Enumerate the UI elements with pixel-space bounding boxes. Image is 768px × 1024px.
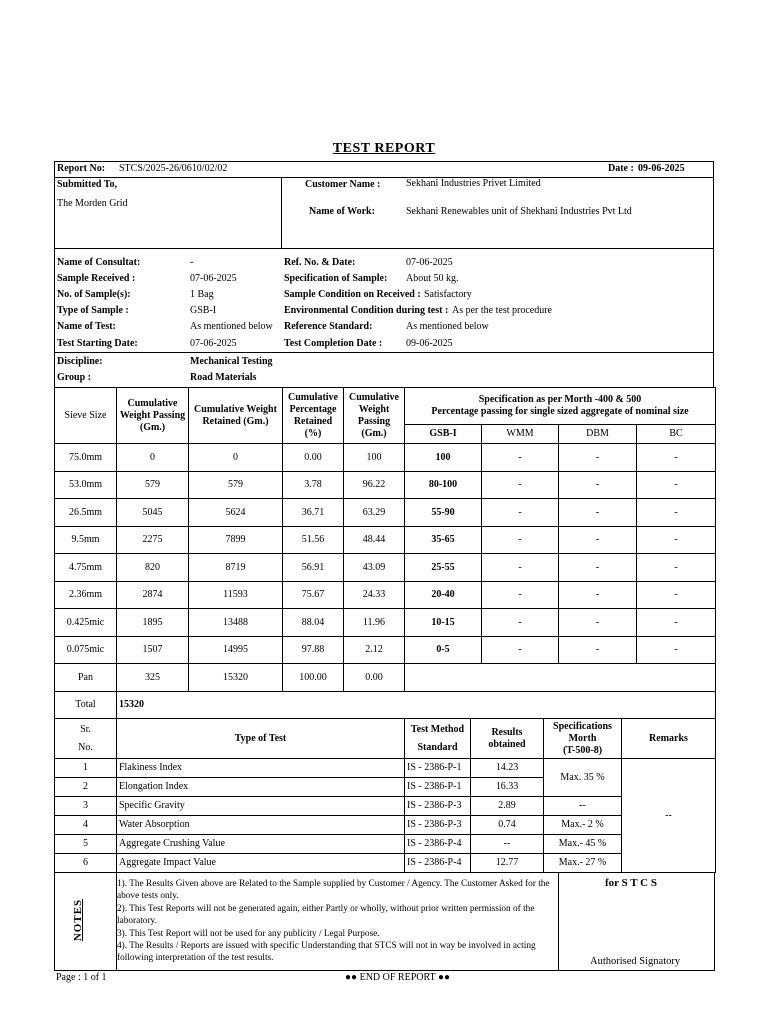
dbm: - bbox=[559, 637, 637, 664]
table-row bbox=[55, 816, 716, 835]
cwr: 11593 bbox=[189, 582, 283, 609]
table-row bbox=[55, 835, 716, 854]
test-type: Aggregate Impact Value bbox=[117, 854, 405, 873]
ref-std-label: Reference Standard: bbox=[284, 321, 373, 332]
no-samples-label: No. of Sample(s): bbox=[57, 289, 131, 300]
sr: 5 bbox=[55, 835, 117, 854]
passing: 96.22 bbox=[344, 472, 405, 499]
bc: - bbox=[637, 444, 716, 472]
spec-morth-line3: (T-500-8) bbox=[562, 744, 603, 756]
table-row bbox=[55, 527, 716, 554]
info-box bbox=[54, 248, 714, 388]
cpr: 0.00 bbox=[283, 444, 344, 472]
report-no: STCS/2025-26/0610/02/02 bbox=[119, 163, 228, 174]
sr: 4 bbox=[55, 816, 117, 835]
wmm: - bbox=[482, 554, 559, 582]
table-row-total bbox=[55, 692, 716, 719]
cw-passing-header: Cumulative Weight Passing (Gm.) bbox=[344, 388, 405, 444]
test-result: 12.77 bbox=[471, 854, 544, 873]
sr: 6 bbox=[55, 854, 117, 873]
spec-sample-label: Specification of Sample: bbox=[284, 273, 388, 284]
method-header bbox=[405, 719, 471, 759]
sr-header-line2: No. bbox=[78, 741, 93, 753]
table-row bbox=[55, 609, 716, 637]
sr: 1 bbox=[55, 759, 117, 778]
test-result: -- bbox=[471, 835, 544, 854]
bc-header: BC bbox=[637, 425, 716, 444]
page-number: Page : 1 of 1 bbox=[56, 972, 107, 983]
remarks-header: Remarks bbox=[622, 719, 716, 759]
name-test-label: Name of Test: bbox=[57, 321, 116, 332]
ref-label: Ref. No. & Date: bbox=[284, 257, 356, 268]
passing: 0.00 bbox=[344, 664, 405, 692]
customer-name-label: Customer Name : bbox=[305, 179, 381, 190]
spec-flakiness-elongation: Max. 35 % bbox=[544, 759, 622, 797]
passing: 24.33 bbox=[344, 582, 405, 609]
cwr: 5624 bbox=[189, 499, 283, 527]
wmm: - bbox=[482, 637, 559, 664]
bc: - bbox=[637, 472, 716, 499]
for-stcs: for S T C S bbox=[605, 877, 657, 889]
cwp: 1507 bbox=[117, 637, 189, 664]
cpr: 3.78 bbox=[283, 472, 344, 499]
type-header: Type of Test bbox=[117, 719, 405, 759]
no-samples: 1 Bag bbox=[190, 289, 214, 300]
name-of-work-label: Name of Work: bbox=[309, 206, 375, 217]
notes-label: NOTES bbox=[72, 898, 84, 942]
table-row bbox=[55, 444, 716, 472]
sieve-size: 75.0mm bbox=[55, 444, 117, 472]
spec-header bbox=[405, 388, 716, 425]
cpr: 75.67 bbox=[283, 582, 344, 609]
gsb: 25-55 bbox=[405, 554, 482, 582]
consultant: - bbox=[190, 257, 194, 268]
wmm: - bbox=[482, 582, 559, 609]
spec-morth-line1: Specifications bbox=[553, 720, 612, 732]
sieve-size: 53.0mm bbox=[55, 472, 117, 499]
env: As per the test procedure bbox=[452, 305, 552, 316]
spec-value: Max.- 2 % bbox=[544, 816, 622, 835]
start-date-label: Test Starting Date: bbox=[57, 338, 138, 349]
test-result: 2.89 bbox=[471, 797, 544, 816]
sieve-size-header: Sieve Size bbox=[55, 388, 117, 444]
note-item: 4). The Results / Reports are issued with specific Understanding that STCS will not in way be involved in acting following interpretation of the test results. bbox=[117, 941, 536, 964]
ref-value: 07-06-2025 bbox=[406, 257, 453, 268]
completion: 09-06-2025 bbox=[406, 338, 453, 349]
cwr: 0 bbox=[189, 444, 283, 472]
passing: 11.96 bbox=[344, 609, 405, 637]
sieve-size: 4.75mm bbox=[55, 554, 117, 582]
dbm: - bbox=[559, 609, 637, 637]
sieve-size: 2.36mm bbox=[55, 582, 117, 609]
spec-header-line2: Percentage passing for single sized aggregate of nominal size bbox=[431, 406, 689, 417]
test-type: Elongation Index bbox=[117, 778, 405, 797]
cwr: 14995 bbox=[189, 637, 283, 664]
tests-table bbox=[54, 718, 716, 873]
sieve-size: 0.075mic bbox=[55, 637, 117, 664]
table-row bbox=[55, 854, 716, 873]
dbm: - bbox=[559, 444, 637, 472]
table-row bbox=[55, 759, 716, 778]
test-method: IS - 2386-P-1 bbox=[405, 759, 471, 778]
table-row bbox=[55, 797, 716, 816]
sieve-table bbox=[54, 387, 716, 719]
cpr-header: Cumulative Percentage Retained (%) bbox=[283, 388, 344, 444]
table-row bbox=[55, 554, 716, 582]
name-test: As mentioned below bbox=[190, 321, 273, 332]
test-type: Flakiness Index bbox=[117, 759, 405, 778]
cwp: 2874 bbox=[117, 582, 189, 609]
gsb: 35-65 bbox=[405, 527, 482, 554]
spec-header-line1: Specification as per Morth -400 & 500 bbox=[478, 394, 642, 405]
table-row bbox=[55, 499, 716, 527]
test-type: Water Absorption bbox=[117, 816, 405, 835]
cwr: 15320 bbox=[189, 664, 283, 692]
sieve-size: 26.5mm bbox=[55, 499, 117, 527]
test-result: 0.74 bbox=[471, 816, 544, 835]
type-sample-label: Type of Sample : bbox=[57, 305, 129, 316]
cpr: 88.04 bbox=[283, 609, 344, 637]
spec-value: -- bbox=[544, 797, 622, 816]
wmm: - bbox=[482, 609, 559, 637]
sieve-size: Pan bbox=[55, 664, 117, 692]
env-label: Environmental Condition during test : bbox=[284, 305, 449, 316]
spec-value: Max.- 45 % bbox=[544, 835, 622, 854]
passing: 43.09 bbox=[344, 554, 405, 582]
sample-received: 07-06-2025 bbox=[190, 273, 237, 284]
cwp: 0 bbox=[117, 444, 189, 472]
spec-morth-header bbox=[544, 719, 622, 759]
spec-sample: About 50 kg. bbox=[406, 273, 459, 284]
sr-header-line1: Sr. bbox=[80, 723, 91, 735]
wmm-header: WMM bbox=[482, 425, 559, 444]
wmm: - bbox=[482, 444, 559, 472]
sr-header bbox=[55, 719, 117, 759]
passing: 2.12 bbox=[344, 637, 405, 664]
cpr: 36.71 bbox=[283, 499, 344, 527]
note-item: 2). This Test Reports will not be generated again, either Partly or wholly, without prior written permission of the laboratory. bbox=[117, 903, 535, 927]
table-row-pan bbox=[55, 664, 716, 692]
dbm: - bbox=[559, 554, 637, 582]
bc: - bbox=[637, 609, 716, 637]
bc: - bbox=[637, 499, 716, 527]
table-row bbox=[55, 582, 716, 609]
dbm-header: DBM bbox=[559, 425, 637, 444]
cwp-header: Cumulative Weight Passing (Gm.) bbox=[117, 388, 189, 444]
gsb-header: GSB-I bbox=[405, 425, 482, 444]
cwp: 579 bbox=[117, 472, 189, 499]
group-label: Group : bbox=[57, 372, 91, 383]
consultant-label: Name of Consultat: bbox=[57, 257, 141, 268]
table-row bbox=[55, 637, 716, 664]
table-row bbox=[55, 472, 716, 499]
discipline-label: Discipline: bbox=[57, 356, 103, 367]
cpr: 56.91 bbox=[283, 554, 344, 582]
bc: - bbox=[637, 527, 716, 554]
condition-label: Sample Condition on Received : bbox=[284, 289, 421, 300]
gsb: 0-5 bbox=[405, 637, 482, 664]
wmm: - bbox=[482, 499, 559, 527]
passing: 100 bbox=[344, 444, 405, 472]
test-method: IS - 2386-P-4 bbox=[405, 835, 471, 854]
cwp: 325 bbox=[117, 664, 189, 692]
gsb: 20-40 bbox=[405, 582, 482, 609]
cwp: 1895 bbox=[117, 609, 189, 637]
test-method: IS - 2386-P-1 bbox=[405, 778, 471, 797]
report-no-label: Report No: bbox=[57, 163, 106, 174]
bc: - bbox=[637, 637, 716, 664]
total-label: Total bbox=[55, 692, 117, 719]
pan-spec-blank bbox=[405, 664, 716, 692]
dbm: - bbox=[559, 582, 637, 609]
sr: 3 bbox=[55, 797, 117, 816]
results-header: Results obtained bbox=[471, 719, 544, 759]
spec-morth-line2: Morth bbox=[568, 732, 597, 744]
test-method: IS - 2386-P-4 bbox=[405, 854, 471, 873]
remarks-value: -- bbox=[622, 759, 716, 873]
completion-label: Test Completion Date : bbox=[284, 338, 383, 349]
cwr: 13488 bbox=[189, 609, 283, 637]
cwp: 820 bbox=[117, 554, 189, 582]
test-method: IS - 2386-P-3 bbox=[405, 797, 471, 816]
sr: 2 bbox=[55, 778, 117, 797]
gsb: 10-15 bbox=[405, 609, 482, 637]
note-item: 1). The Results Given above are Related to the Sample supplied by Customer / Agency. The Customer Asked for the above tests only. bbox=[117, 879, 550, 902]
cpr: 51.56 bbox=[283, 527, 344, 554]
sieve-size: 0.425mic bbox=[55, 609, 117, 637]
authorised-signatory: Authorised Signatory bbox=[590, 956, 681, 967]
gsb: 100 bbox=[405, 444, 482, 472]
bc: - bbox=[637, 582, 716, 609]
total-value: 15320 bbox=[117, 692, 716, 719]
passing: 48.44 bbox=[344, 527, 405, 554]
cwp: 2275 bbox=[117, 527, 189, 554]
gsb: 80-100 bbox=[405, 472, 482, 499]
sample-received-label: Sample Received : bbox=[57, 273, 136, 284]
ref-std: As mentioned below bbox=[406, 321, 489, 332]
method-header-line2: Standard bbox=[417, 741, 458, 753]
cwp: 5045 bbox=[117, 499, 189, 527]
cwr: 7899 bbox=[189, 527, 283, 554]
start-date: 07-06-2025 bbox=[190, 338, 237, 349]
test-result: 14.23 bbox=[471, 759, 544, 778]
condition: Satisfactory bbox=[424, 289, 472, 300]
bc: - bbox=[637, 554, 716, 582]
method-header-line1: Test Method bbox=[410, 723, 465, 735]
note-item: 3). This Test Report will not be used for any publicity / Legal Purpose. bbox=[117, 928, 380, 939]
gsb: 55-90 bbox=[405, 499, 482, 527]
dbm: - bbox=[559, 499, 637, 527]
submitted-to-label: Submitted To, bbox=[57, 179, 118, 190]
name-of-work: Sekhani Renewables unit of Shekhani Industries Pvt Ltd bbox=[406, 206, 632, 217]
group: Road Materials bbox=[190, 372, 257, 383]
date-label: Date : bbox=[608, 163, 634, 174]
discipline: Mechanical Testing bbox=[190, 356, 273, 367]
test-method: IS - 2386-P-3 bbox=[405, 816, 471, 835]
notes-list bbox=[117, 878, 553, 965]
dbm: - bbox=[559, 472, 637, 499]
cwr: 8719 bbox=[189, 554, 283, 582]
wmm: - bbox=[482, 527, 559, 554]
dbm: - bbox=[559, 527, 637, 554]
submitted-to: The Morden Grid bbox=[57, 198, 128, 209]
spec-value: Max.- 27 % bbox=[544, 854, 622, 873]
report-title: TEST REPORT bbox=[332, 141, 436, 156]
test-type: Aggregate Crushing Value bbox=[117, 835, 405, 854]
passing: 63.29 bbox=[344, 499, 405, 527]
test-result: 16.33 bbox=[471, 778, 544, 797]
test-type: Specific Gravity bbox=[117, 797, 405, 816]
wmm: - bbox=[482, 472, 559, 499]
cpr: 97.88 bbox=[283, 637, 344, 664]
end-of-report: ●● END OF REPORT ●● bbox=[345, 972, 451, 983]
cpr: 100.00 bbox=[283, 664, 344, 692]
type-sample: GSB-I bbox=[190, 305, 217, 316]
sieve-size: 9.5mm bbox=[55, 527, 117, 554]
report-date: 09-06-2025 bbox=[638, 163, 685, 174]
cwr: 579 bbox=[189, 472, 283, 499]
customer-name: Sekhani Industries Privet Limited bbox=[406, 178, 541, 189]
cwr-header: Cumulative Weight Retained (Gm.) bbox=[189, 388, 283, 444]
